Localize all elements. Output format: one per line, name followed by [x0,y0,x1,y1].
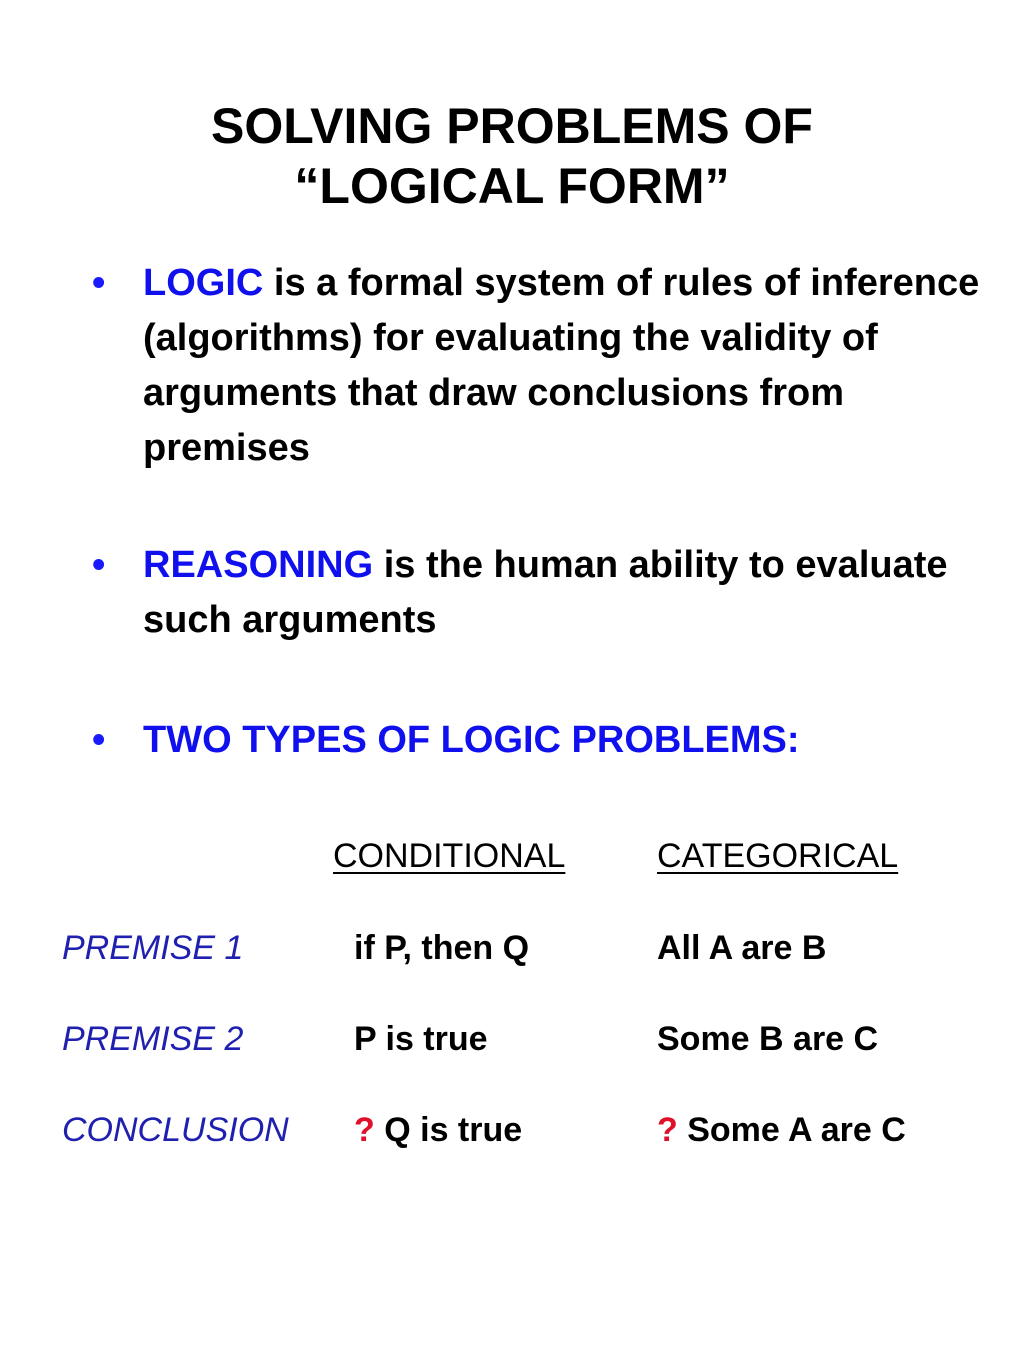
row-label-premise-1: PREMISE 1 [62,929,244,967]
cell-conditional-premise-1: if P, then Q [354,929,530,967]
bullet-text [143,713,992,768]
column-header-categorical: CATEGORICAL [657,837,899,875]
row-label-premise-2: PREMISE 2 [62,1020,244,1058]
bullet-keyword: TWO TYPES OF LOGIC PROBLEMS: [143,719,800,761]
bullet-two-types [92,713,992,768]
bullet-body: is the human ability to evaluate such arguments [143,544,948,641]
cell-categorical-premise-2: Some B are C [657,1020,879,1058]
cell-categorical-premise-1: All A are B [657,929,827,967]
conclusion-conditional-text: Q is true [384,1111,523,1149]
bullet-logic [92,256,992,476]
title-line-1: SOLVING PROBLEMS OF [211,98,813,154]
conclusion-categorical-text: Some A are C [687,1111,906,1149]
bullet-dot-icon: • [92,262,106,304]
bullet-body: is a formal system of rules of inference (algorithms) for evaluating the validity of arguments that draw conclusions from premises [143,262,980,469]
slide-title [0,96,1024,216]
bullet-dot-icon: • [92,544,106,586]
cell-conditional-conclusion [354,1110,522,1150]
bullet-text [143,538,992,648]
question-mark: ? [657,1111,678,1149]
bullet-keyword: REASONING [143,544,374,586]
title-line-2: “LOGICAL FORM” [294,158,730,214]
row-label-conclusion: CONCLUSION [62,1111,289,1149]
bullet-text [143,256,992,476]
cell-conditional-premise-2: P is true [354,1020,488,1058]
bullet-dot-icon: • [92,719,106,761]
column-header-conditional: CONDITIONAL [333,837,566,875]
bullet-keyword: LOGIC [143,262,264,304]
cell-categorical-conclusion [657,1110,906,1150]
bullet-reasoning [92,538,992,648]
question-mark: ? [354,1111,375,1149]
